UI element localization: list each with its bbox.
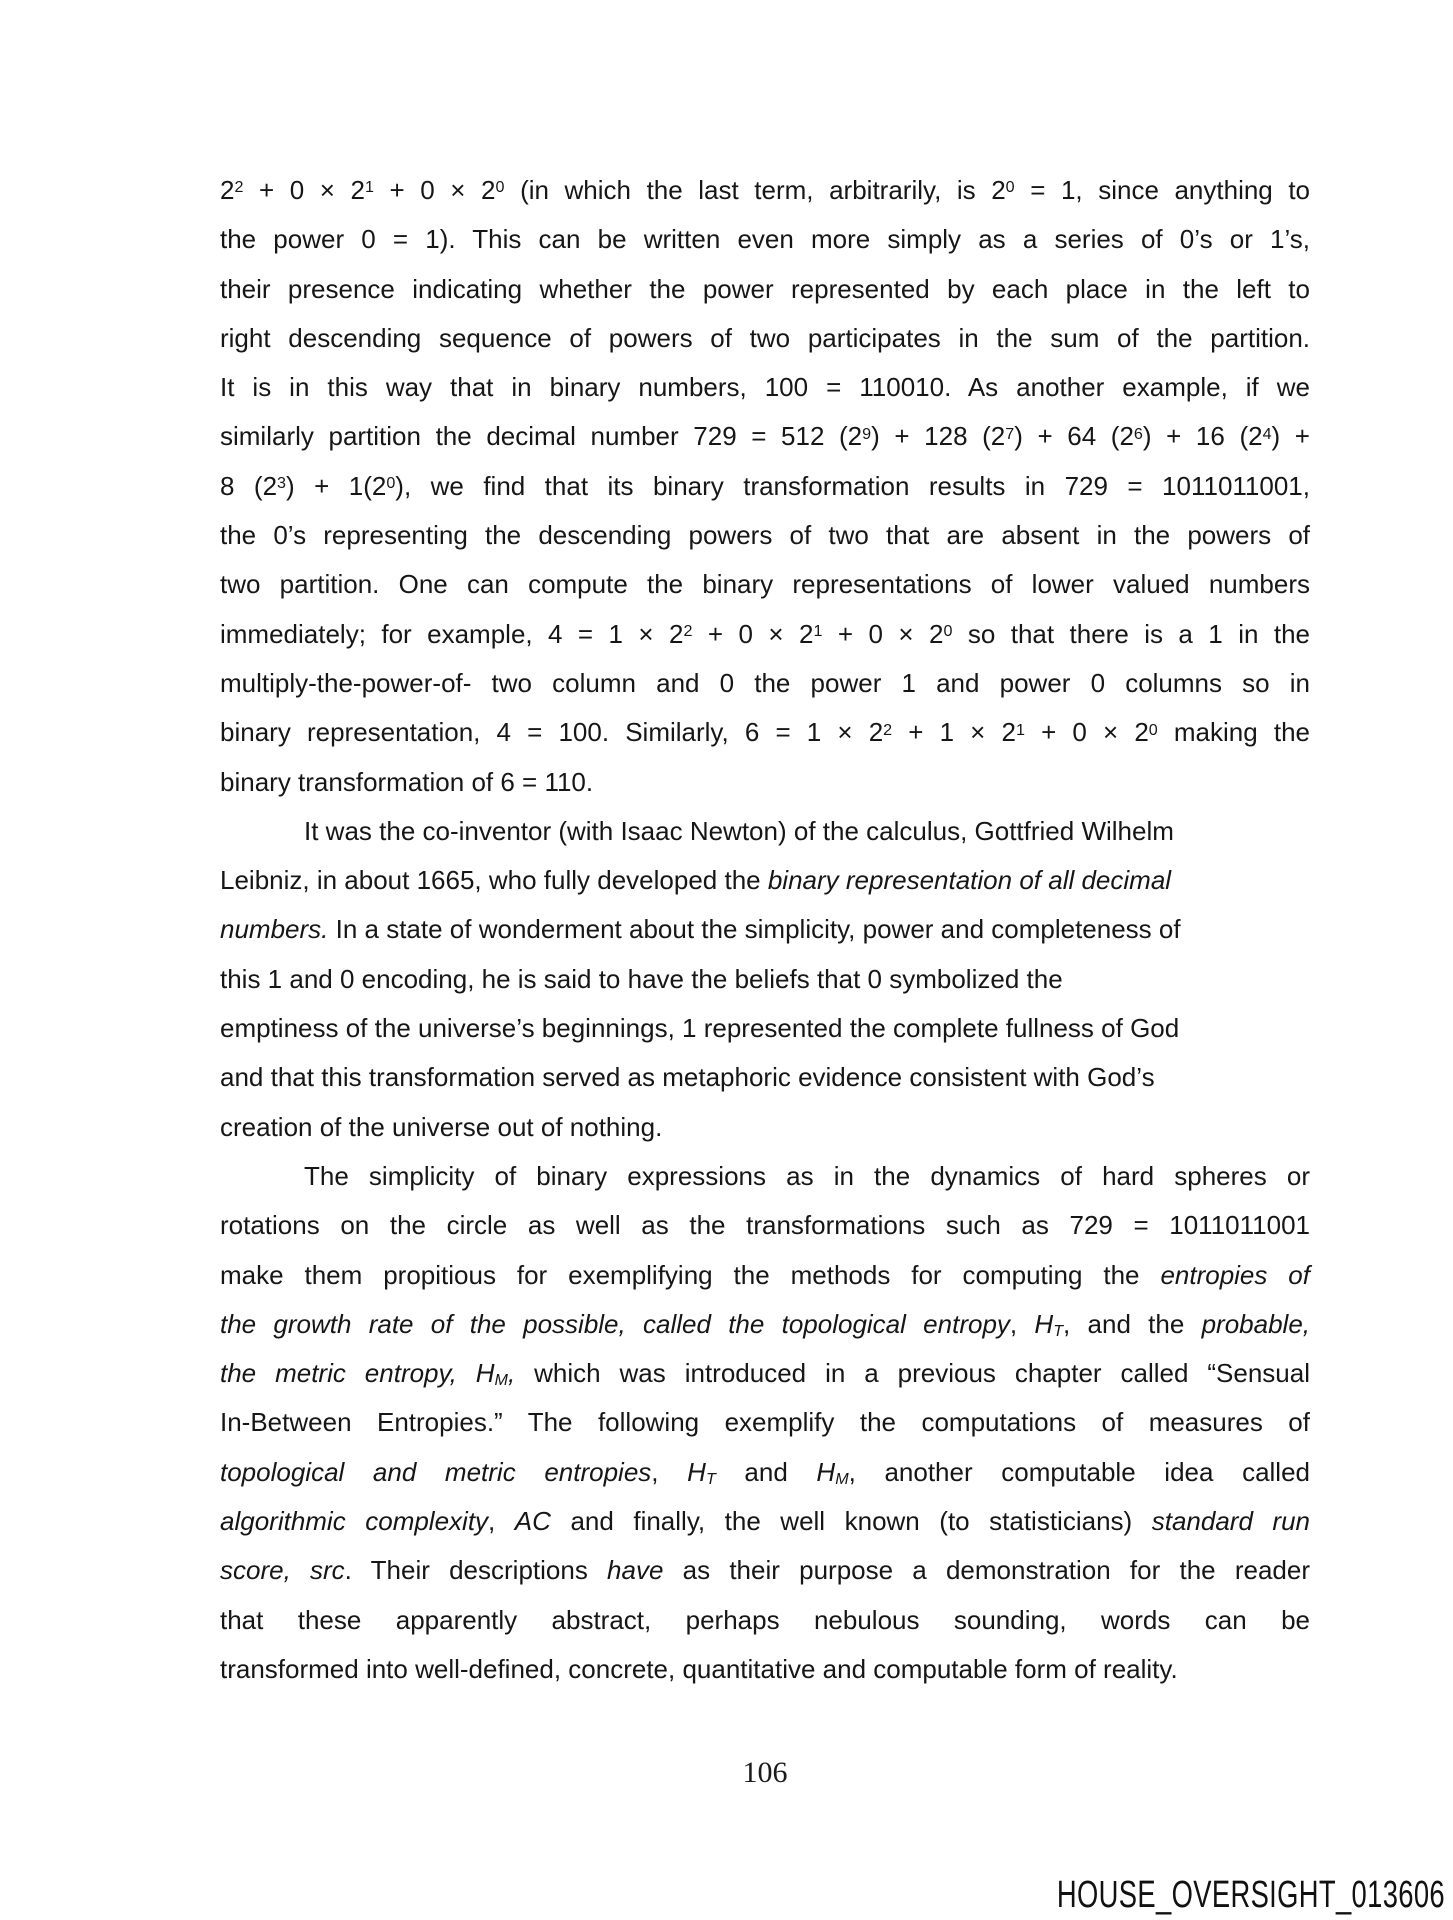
body-text: creation of the universe out of nothing. [220, 1111, 663, 1142]
superscript-text: 9 [862, 424, 872, 443]
italic-text: probable, [1201, 1308, 1311, 1339]
text-line [220, 462, 1310, 511]
superscript-text: 0 [1148, 720, 1158, 739]
text-line [220, 905, 1310, 954]
body-text: and finally, the well known (to statisticians) [550, 1506, 1152, 1537]
superscript-text: 1 [813, 621, 823, 640]
body-text: their presence indicating whether the power represented by each place in the left to [220, 273, 1310, 304]
superscript-text: 2 [234, 178, 244, 197]
body-text: , another computable idea called [848, 1456, 1311, 1487]
body-text: In-Between Entropies.” The following exemplify the computations of measures of [220, 1407, 1310, 1438]
text-line [220, 1103, 1310, 1152]
body-text: binary representation, 4 = 100. Similarly, 6 = 1 × 2 [220, 717, 884, 748]
body-text: Leibniz, in about 1665, who fully developed the [220, 865, 768, 896]
body-text: similarly partition the decimal number 729 = 512 (2 [220, 421, 863, 452]
body-text: In a state of wonderment about the simplicity, power and completeness of [328, 914, 1181, 945]
superscript-text: 2 [883, 720, 893, 739]
body-text: transformed into well-defined, concrete, quantitative and computable form of reality. [220, 1653, 1178, 1684]
body-text: ) + [1271, 421, 1310, 452]
body-text: so that there is a 1 in the [952, 618, 1310, 649]
body-text: It was the co-inventor (with Isaac Newton) of the calculus, Gottfried Wilhelm [304, 815, 1174, 846]
subscript-text: T [705, 1469, 716, 1488]
text-line [220, 166, 1310, 215]
italic-text: score, src [220, 1555, 345, 1586]
text-line [220, 1497, 1310, 1546]
text-line [220, 708, 1310, 757]
text-line [220, 1398, 1310, 1447]
text-line [220, 807, 1310, 856]
italic-text: H [687, 1456, 706, 1487]
body-text: . Their descriptions [344, 1555, 608, 1586]
italic-text: , [507, 1358, 516, 1389]
text-line [220, 511, 1310, 560]
italic-text: have [607, 1555, 664, 1586]
body-text: The simplicity of binary expressions as in the dynamics of hard spheres or [304, 1160, 1310, 1191]
body-text: ) + 16 (2 [1142, 421, 1263, 452]
italic-text: AC [514, 1506, 551, 1537]
text-line [220, 1645, 1310, 1694]
italic-text: standard run [1151, 1506, 1311, 1537]
body-text: make them propitious for exemplifying the methods for computing the [220, 1259, 1161, 1290]
text-line [220, 1546, 1310, 1595]
body-text: emptiness of the universe’s beginnings, 1 represented the complete fullness of God [220, 1013, 1180, 1044]
body-text: making the [1157, 717, 1310, 748]
text-line [220, 363, 1310, 412]
subscript-text: M [835, 1469, 849, 1488]
body-text: that these apparently abstract, perhaps nebulous sounding, words can be [220, 1604, 1310, 1635]
subscript-text: T [1053, 1321, 1064, 1340]
italic-text: H [816, 1456, 836, 1487]
page-text [220, 166, 1310, 1694]
text-line [220, 560, 1310, 609]
text-line [220, 955, 1310, 1004]
text-line [220, 610, 1310, 659]
italic-text: the metric entropy, H [220, 1358, 495, 1389]
text-line [220, 1152, 1310, 1201]
body-text: + 1 × 2 [892, 717, 1016, 748]
superscript-text: 2 [683, 621, 693, 640]
body-text: ), we find that its binary transformation results in 729 = 1011011001, [395, 470, 1310, 501]
superscript-text: 6 [1133, 424, 1143, 443]
superscript-text: 0 [943, 621, 953, 640]
body-text: = 1, since anything to [1014, 175, 1311, 205]
body-text: 8 (2 [220, 470, 278, 501]
body-text: It is in this way that in binary numbers, 100 = 110010. As another example, if we [220, 372, 1310, 403]
italic-text: topological and metric entropies [220, 1456, 652, 1487]
body-text: , and the [1063, 1308, 1202, 1339]
body-text: the 0’s representing the descending powers of two that are absent in the powers of [220, 520, 1310, 551]
subscript-text: M [494, 1371, 508, 1390]
italic-text: H [1034, 1308, 1054, 1339]
body-text: as their purpose a demonstration for the reader [663, 1555, 1310, 1586]
body-text: ) + 64 (2 [1014, 421, 1134, 452]
superscript-text: 0 [386, 474, 396, 493]
superscript-text: 1 [365, 178, 374, 197]
body-text: this 1 and 0 encoding, he is said to have the beliefs that 0 symbolized the [220, 963, 1063, 994]
text-line [220, 1300, 1310, 1349]
superscript-text: 3 [277, 474, 286, 493]
text-line [220, 412, 1310, 461]
body-text: + 0 × 2 [373, 175, 496, 205]
body-text: + 0 × 2 [243, 175, 365, 205]
italic-text: binary representation of all decimal [767, 865, 1172, 896]
body-text: which was introduced in a previous chapter called “Sensual [515, 1358, 1310, 1389]
italic-text: numbers. [220, 914, 329, 945]
text-line [220, 215, 1310, 264]
body-text: , [1009, 1308, 1035, 1339]
body-text: multiply-the-power-of- two column and 0 the power 1 and power 0 columns so in [220, 667, 1310, 698]
body-text: binary transformation of 6 = 110. [220, 766, 594, 797]
body-text: two partition. One can compute the binary representations of lower valued numbers [220, 569, 1310, 600]
italic-text: algorithmic complexity [220, 1506, 489, 1537]
italic-text: the growth rate of the possible, called the topological entropy [220, 1308, 1010, 1339]
superscript-text: 1 [1015, 720, 1025, 739]
text-line [220, 856, 1310, 905]
text-line [220, 1251, 1310, 1300]
body-text: + 0 × 2 [822, 618, 944, 649]
text-line [220, 265, 1310, 314]
body-text: and that this transformation served as metaphoric evidence consistent with God’s [220, 1062, 1155, 1093]
text-line [220, 1053, 1310, 1102]
body-text: (in which the last term, arbitrarily, is 2 [504, 175, 1006, 205]
body-text: immediately; for example, 4 = 1 × 2 [220, 618, 684, 649]
superscript-text: 0 [495, 178, 505, 197]
body-text: + 0 × 2 [1024, 717, 1149, 748]
body-text: , [488, 1506, 515, 1537]
text-line [220, 1596, 1310, 1645]
body-text: rotations on the circle as well as the transformations such as 729 = 1011011001 [220, 1210, 1310, 1241]
body-text: and [715, 1456, 817, 1487]
body-text: right descending sequence of powers of two participates in the sum of the partition. [220, 322, 1310, 353]
text-line [220, 1349, 1310, 1398]
bates-stamp: HOUSE_OVERSIGHT_013606 [1056, 1874, 1445, 1916]
text-line [220, 1201, 1310, 1250]
text-line [220, 1448, 1310, 1497]
italic-text: entropies of [1160, 1259, 1310, 1290]
superscript-text: 7 [1005, 424, 1015, 443]
body-text: + 0 × 2 [692, 618, 814, 649]
body-text: 2 [220, 175, 235, 205]
text-line [220, 1004, 1310, 1053]
body-text: , [651, 1456, 688, 1487]
body-text: the power 0 = 1). This can be written even more simply as a series of 0’s or 1’s, [220, 224, 1310, 255]
superscript-text: 4 [1262, 424, 1272, 443]
page-number: 106 [742, 1756, 788, 1789]
text-line [220, 659, 1310, 708]
body-text: ) + 128 (2 [871, 421, 1006, 452]
text-line [220, 314, 1310, 363]
text-line [220, 758, 1310, 807]
superscript-text: 0 [1005, 178, 1015, 197]
body-text: ) + 1(2 [286, 470, 387, 501]
